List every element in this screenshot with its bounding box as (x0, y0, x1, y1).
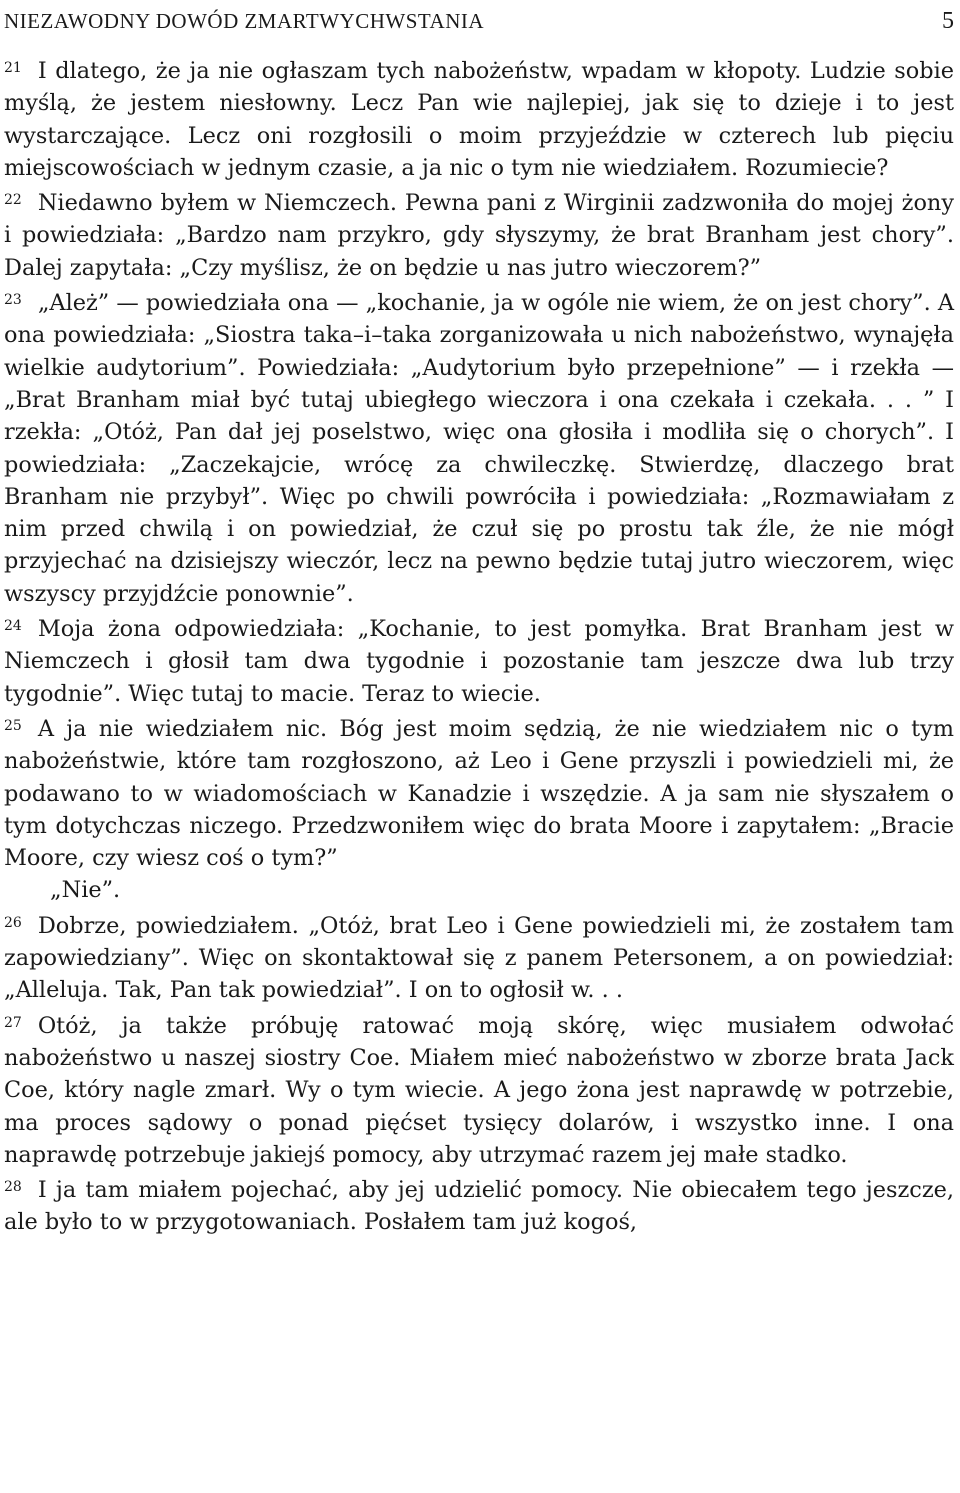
paragraph-text: Otóż, ja także próbuję ratować moją skórę, więc musiałem odwołać nabożeństwo u naszej siostry Coe. Miałem mieć nabożeństwo w zborze brata Jack Coe, który nagle zmarł. Wy o tym wiecie. A jego żona jest naprawdę w potrzebie, ma proces sądowy o ponad pięćset tysięcy dolarów, i wszystko inne. I ona naprawdę potrzebuje jakiejś pomocy, aby utrzymać razem jej małe stadko. (4, 1012, 954, 1168)
paragraph-text: I dlatego, że ja nie ogłaszam tych nabożeństw, wpadam w kłopoty. Ludzie sobie myślą, że jestem niesłowny. Lecz Pan wie najlepiej, jak się to dzieje i to jest wystarczające. Lecz oni rozgłosili o moim przyjeździe w czterech lub pięciu miejscowościach w jednym czasie, a ja nic o tym nie wiedziałem. Rozumiecie? (4, 58, 954, 181)
paragraph-number: 25 (4, 717, 22, 734)
page-header-title: NIEZAWODNY DOWÓD ZMARTWYCHWSTANIA (4, 9, 485, 33)
paragraph-28 (4, 1171, 954, 1239)
paragraph-text: Niedawno byłem w Niemczech. Pewna pani z Wirginii zadzwoniła do mojej żony i powiedziała: „Bardzo nam przykro, gdy słyszymy, że brat Branham jest chory”. Dalej zapytała: „Czy myślisz, że on będzie u nas jutro wieczorem?” (4, 190, 954, 281)
running-header (4, 4, 954, 38)
page-number: 5 (942, 8, 954, 34)
paragraph-21 (4, 52, 954, 184)
paragraph-text: I ja tam miałem pojechać, aby jej udzielić pomocy. Nie obiecałem tego jeszcze, ale było to w przygotowaniach. Posłałem tam już kogoś, (4, 1177, 954, 1236)
paragraph-text: „Nie”. (50, 877, 121, 904)
paragraph-text: Dobrze, powiedziałem. „Otóż, brat Leo i Gene powiedzieli mi, że zostałem tam zapowiedziany”. Więc on skontaktował się z panem Petersonem, a on powiedział: „Alleluja. Tak, Pan tak powiedział”. I on to ogłosił w. . . (4, 912, 954, 1004)
paragraph-number: 28 (4, 1179, 22, 1196)
reply-line (4, 874, 954, 906)
paragraph-text: A ja nie wiedziałem nic. Bóg jest moim sędzią, że nie wiedziałem nic o tym nabożeństwie, które tam rozgłoszono, aż Leo i Gene przyszli i powiedzieli mi, że podawano to w wiadomościach w Kanadzie i wszędzie. A ja sam nie słyszałem o tym dotychczas niczego. Przedzwoniłem więc do brata Moore i zapytałem: „Bracie Moore, czy wiesz coś o tym?” (4, 715, 954, 872)
paragraph-number: 22 (4, 192, 22, 209)
paragraph-number: 21 (4, 60, 22, 76)
paragraph-22 (4, 184, 954, 284)
paragraph-27 (4, 1007, 954, 1171)
paragraph-23 (4, 284, 954, 610)
paragraph-text: „Ależ” — powiedziała ona — „kochanie, ja w ogóle nie wiem, że on jest chory”. A ona powiedziała: „Siostra taka–i–taka zorganizowała u nich nabożeństwo, wynajęła wielkie audytorium”. Powiedziała: „Audytorium było przepełnione” — i rzekła — „Brat Branham miał być tutaj ubiegłego wieczora i ona czekała i czekała. . . ” I rzekła: „Otóż, Pan dał jej poselstwo, więc ona głosiła i modliła się o chorych”. I powiedziała: „Zaczekajcie, wrócę za chwileczkę. Stwierdzę, dlaczego brat Branham nie przybył”. Więc po chwili powróciła i powiedziała: „Rozmawiałam z nim przed chwilą i on powiedział, że czuł się po prostu tak źle, że nie mógł przyjechać na dzisiejszy wieczór, lecz na pewno będzie tutaj jutro wieczorem, więc wszyscy przyjdźcie ponownie”. (4, 290, 954, 607)
paragraph-number: 27 (4, 1014, 22, 1031)
paragraph-number: 24 (4, 618, 22, 635)
paragraph-text: Moja żona odpowiedziała: „Kochanie, to jest pomyłka. Brat Branham jest w Niemczech i głosił tam dwa tygodnie i pozostanie tam jeszcze dwa lub trzy tygodnie”. Więc tutaj to macie. Teraz to wiecie. (4, 616, 954, 707)
paragraph-24 (4, 610, 954, 710)
paragraph-26 (4, 907, 954, 1007)
paragraph-number: 26 (4, 914, 22, 931)
paragraph-25 (4, 710, 954, 874)
paragraph-number: 23 (4, 292, 22, 309)
